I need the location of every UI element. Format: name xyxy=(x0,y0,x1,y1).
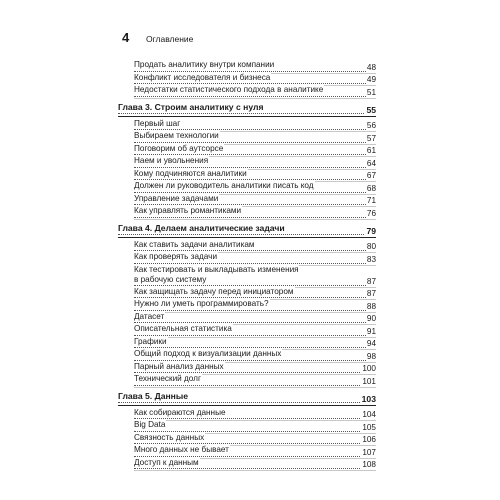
toc-entry xyxy=(118,458,376,471)
toc-leader xyxy=(118,113,376,114)
toc-page-number: 55 xyxy=(366,104,376,115)
toc-title: Поговорим об аутсорсе xyxy=(134,143,224,153)
toc-title: Выбираем технологии xyxy=(134,131,219,140)
toc-page-number: 106 xyxy=(362,435,376,444)
toc-leader xyxy=(134,372,376,373)
toc-leader xyxy=(134,96,376,97)
toc-title: Первый шаг xyxy=(134,118,181,128)
toc-page-number: 87 xyxy=(366,289,376,298)
toc-title: Конфликт исследователя и бизнеса xyxy=(134,72,271,82)
toc-title: Общий подход к визуализации данных xyxy=(134,349,282,358)
toc-title: Глава 3. Строим аналитику с нуля xyxy=(118,101,264,112)
toc-title: Как собираются данные xyxy=(134,407,226,417)
toc-title: Кому подчиняются аналитики xyxy=(134,168,247,178)
toc-page-number: 87 xyxy=(366,276,376,286)
toc-page-number: 76 xyxy=(366,208,376,218)
toc-leader xyxy=(134,71,376,72)
toc-leader xyxy=(134,385,376,386)
toc-entry xyxy=(118,337,376,350)
toc-page-number: 90 xyxy=(366,314,376,323)
toc-title: Датасет xyxy=(134,311,165,321)
toc-page-number: 88 xyxy=(366,301,376,311)
toc-leader xyxy=(134,418,376,419)
toc-entry xyxy=(118,206,376,219)
toc-title: Как тестировать и выкладывать изменения в рабочую систему xyxy=(134,264,299,284)
toc-page-number: 108 xyxy=(362,460,376,469)
toc-page-number: 56 xyxy=(366,121,376,130)
toc-page-number: 51 xyxy=(366,87,376,97)
toc-page-number: 104 xyxy=(362,410,376,419)
toc-title: Глава 5. Данные xyxy=(118,390,188,401)
toc-entry xyxy=(118,287,376,300)
toc-entry xyxy=(118,362,376,375)
toc-leader xyxy=(134,360,376,361)
toc-entry xyxy=(118,131,376,144)
toc-title: Доступ к данным xyxy=(134,457,199,467)
toc-leader xyxy=(134,263,376,264)
page-number: 4 xyxy=(122,30,130,45)
toc-title: Много данных не бывает xyxy=(134,445,229,454)
toc-title: Недостатки статистического подхода в аналитике xyxy=(134,85,324,94)
toc-page-number: 83 xyxy=(366,254,376,264)
toc-title: Продать аналитику внутри компании xyxy=(134,60,275,69)
toc-entry xyxy=(118,144,376,157)
toc-entry xyxy=(118,420,376,433)
toc-entry xyxy=(118,240,376,253)
running-title: Оглавление xyxy=(146,34,194,44)
toc-leader xyxy=(134,468,376,469)
toc-leader xyxy=(134,322,376,323)
table-of-contents xyxy=(118,60,376,470)
toc-entry xyxy=(118,299,376,312)
toc-entry xyxy=(118,156,376,169)
toc-entry xyxy=(118,408,376,421)
toc-entry xyxy=(118,73,376,86)
toc-title: Связность данных xyxy=(134,432,205,442)
toc-leader xyxy=(134,83,376,84)
toc-page-number: 67 xyxy=(366,171,376,180)
toc-page-number: 94 xyxy=(366,339,376,348)
toc-title: Big Data xyxy=(134,420,166,429)
toc-entry xyxy=(118,252,376,265)
toc-entry xyxy=(118,60,376,73)
toc-page-number: 80 xyxy=(366,242,376,251)
toc-chapter xyxy=(118,391,376,404)
toc-entry xyxy=(118,445,376,458)
toc-chapter xyxy=(118,102,376,115)
toc-leader xyxy=(134,250,376,251)
toc-entry xyxy=(118,374,376,387)
toc-title: Нужно ли уметь программировать? xyxy=(134,299,269,308)
toc-entry xyxy=(118,181,376,194)
toc-leader xyxy=(134,285,376,286)
toc-entry xyxy=(118,85,376,98)
toc-entry xyxy=(118,169,376,182)
toc-page-number: 48 xyxy=(366,62,376,72)
toc-entry xyxy=(118,194,376,207)
toc-title: Управление задачами xyxy=(134,193,219,203)
toc-leader xyxy=(134,456,376,457)
toc-page-number: 49 xyxy=(366,75,376,84)
toc-leader xyxy=(134,347,376,348)
toc-page-number: 107 xyxy=(362,447,376,457)
toc-entry xyxy=(118,349,376,362)
toc-page-number: 105 xyxy=(362,422,376,432)
toc-leader xyxy=(134,192,376,193)
toc-page-number: 68 xyxy=(366,183,376,193)
toc-page-number: 100 xyxy=(362,364,376,373)
toc-title: Описательная статистика xyxy=(134,324,232,333)
toc-entry xyxy=(118,433,376,446)
toc-page-number: 57 xyxy=(366,133,376,143)
toc-leader xyxy=(134,179,376,180)
toc-entry xyxy=(118,312,376,325)
toc-title: Наем и увольнения xyxy=(134,156,209,165)
toc-title: Технический долг xyxy=(134,374,201,383)
toc-title: Как проверять задачи xyxy=(134,252,218,261)
toc-leader xyxy=(134,335,376,336)
toc-page-number: 64 xyxy=(366,158,376,168)
toc-leader xyxy=(134,297,376,298)
toc-title: Парный анализ данных xyxy=(134,361,224,371)
toc-leader xyxy=(134,129,376,130)
toc-title: Как ставить задачи аналитикам xyxy=(134,239,255,249)
toc-page-number: 79 xyxy=(366,225,376,236)
toc-page-number: 61 xyxy=(366,146,376,155)
toc-entry xyxy=(118,324,376,337)
toc-leader xyxy=(134,443,376,444)
toc-leader xyxy=(134,154,376,155)
toc-leader xyxy=(118,402,376,403)
toc-title: Как управлять романтиками xyxy=(134,206,242,215)
toc-entry xyxy=(118,119,376,132)
toc-page-number: 98 xyxy=(366,351,376,361)
toc-leader xyxy=(134,204,376,205)
toc-title: Должен ли руководитель аналитики писать код xyxy=(134,181,314,190)
toc-title: Как защищать задачу перед инициатором xyxy=(134,286,294,296)
toc-page-number: 101 xyxy=(362,376,376,386)
toc-title: Глава 4. Делаем аналитические задачи xyxy=(118,222,285,233)
page-header xyxy=(122,30,193,45)
toc-leader xyxy=(134,217,376,218)
toc-leader xyxy=(134,310,376,311)
toc-leader xyxy=(134,167,376,168)
toc-chapter xyxy=(118,223,376,236)
toc-page-number: 71 xyxy=(366,196,376,205)
toc-page-number: 91 xyxy=(366,326,376,336)
toc-leader xyxy=(134,142,376,143)
toc-entry xyxy=(118,265,376,287)
toc-leader xyxy=(118,234,376,235)
toc-title: Графики xyxy=(134,336,167,346)
toc-leader xyxy=(134,431,376,432)
toc-page-number: 103 xyxy=(361,393,376,404)
